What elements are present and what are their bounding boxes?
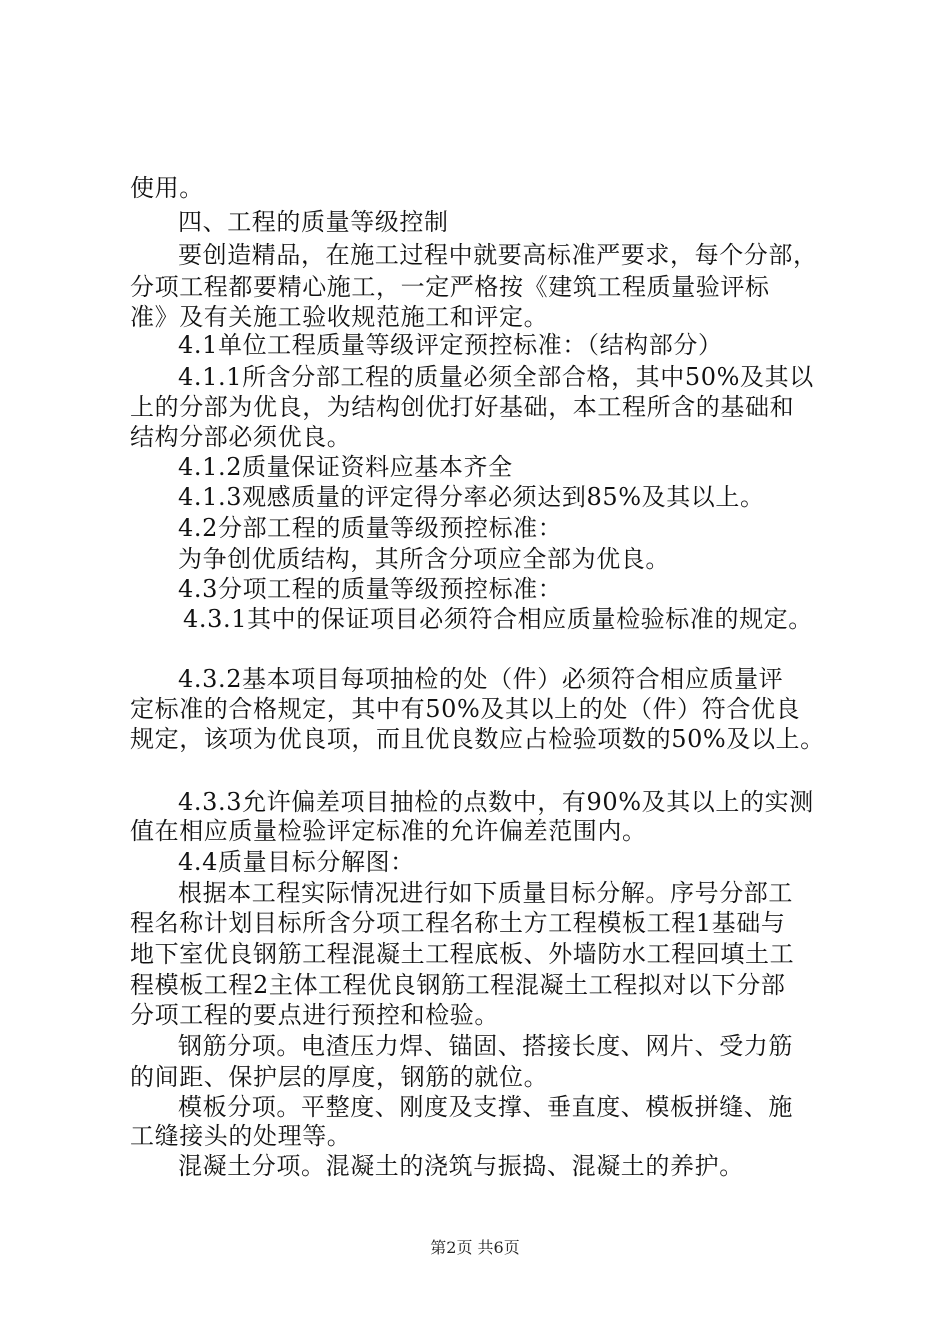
text-line: 程模板工程2主体工程优良钢筋工程混凝土工程拟对以下分部 [130,971,786,999]
text-line: 上的分部为优良，为结构创优打好基础，本工程所含的基础和 [130,393,795,421]
text-line: 分项工程的要点进行预控和检验。 [130,1001,499,1029]
text-line: 分项工程都要精心施工，一定严格按《建筑工程质量验评标 [130,273,770,301]
text-line: 为争创优质结构，其所含分项应全部为优良。 [178,545,670,573]
text-line: 定标准的合格规定，其中有50%及其以上的处（件）符合优良 [130,695,801,723]
text-line: 使用。 [130,174,204,202]
text-line: 工缝接头的处理等。 [130,1122,352,1150]
text-line: 4.3.3允许偏差项目抽检的点数中，有90%及其以上的实测 [178,788,814,816]
text-line: 根据本工程实际情况进行如下质量目标分解。序号分部工 [178,879,793,907]
section-heading: 四、工程的质量等级控制 [178,208,449,236]
text-line: 钢筋分项。电渣压力焊、锚固、搭接长度、网片、受力筋 [178,1032,793,1060]
text-line: 4.1.1所含分部工程的质量必须全部合格，其中50%及其以 [178,363,814,391]
text-line: 结构分部必须优良。 [130,423,352,451]
text-line: 要创造精品，在施工过程中就要高标准严要求，每个分部， [178,241,818,269]
text-line: 4.3.2基本项目每项抽检的处（件）必须符合相应质量评 [178,665,784,693]
text-line: 地下室优良钢筋工程混凝土工程底板、外墙防水工程回填土工 [130,940,795,968]
text-line: 混凝土分项。混凝土的浇筑与振捣、混凝土的养护。 [178,1152,744,1180]
subsection-heading: 4.2分部工程的质量等级预控标准： [178,514,563,542]
text-line: 模板分项。平整度、刚度及支撑、垂直度、模板拼缝、施 [178,1093,793,1121]
text-line: 的间距、保护层的厚度，钢筋的就位。 [130,1063,549,1091]
text-line: 4.1.3观感质量的评定得分率必须达到85%及其以上。 [178,483,765,511]
text-line: 值在相应质量检验评定标准的允许偏差范围内。 [130,817,647,845]
page-number-footer: 第2页 共6页 [430,1238,520,1257]
subsection-heading: 4.4质量目标分解图： [178,848,415,876]
text-line: 准》及有关施工验收规范施工和评定。 [130,303,549,331]
text-line: 4.1.2质量保证资料应基本齐全 [178,453,513,481]
text-line: 4.3.1其中的保证项目必须符合相应质量检验标准的规定。 [183,605,813,633]
text-line: 规定，该项为优良项，而且优良数应占检验项数的50%及以上。 [130,725,825,753]
subsection-heading: 4.3分项工程的质量等级预控标准： [178,575,563,603]
subsection-heading: 4.1单位工程质量等级评定预控标准：（结构部分） [178,331,723,359]
text-line: 程名称计划目标所含分项工程名称土方工程模板工程1基础与 [130,909,786,937]
